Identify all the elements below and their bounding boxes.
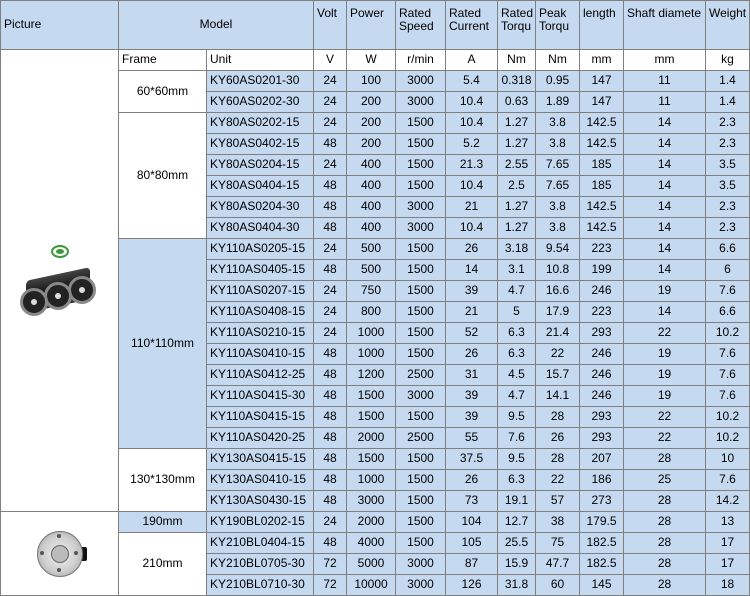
unit-speed: r/min (396, 50, 446, 71)
flange-motor-image (1, 512, 118, 595)
cell-volt: 48 (314, 407, 347, 428)
cell-peak-torque: 3.8 (536, 197, 580, 218)
cell-rated-speed: 1500 (396, 113, 446, 134)
cell-volt: 72 (314, 554, 347, 575)
cell-weight: 2.3 (706, 113, 750, 134)
cell-rated-current: 10.4 (446, 176, 498, 197)
cell-power: 1000 (347, 344, 396, 365)
unit-shaft: mm (624, 50, 706, 71)
cell-power: 1500 (347, 407, 396, 428)
cell-rated-speed: 1500 (396, 281, 446, 302)
cell-rated-current: 21 (446, 197, 498, 218)
cell-rated-torque: 4.7 (498, 386, 536, 407)
cell-shaft-diameter: 22 (624, 407, 706, 428)
cell-rated-speed: 1500 (396, 449, 446, 470)
cell-peak-torque: 28 (536, 449, 580, 470)
cell-length: 185 (580, 176, 624, 197)
cell-rated-torque: 2.5 (498, 176, 536, 197)
cell-rated-speed: 1500 (396, 155, 446, 176)
cell-rated-torque: 19.1 (498, 491, 536, 512)
cell-shaft-diameter: 19 (624, 281, 706, 302)
header-model: Model (119, 1, 314, 50)
cell-rated-speed: 1500 (396, 260, 446, 281)
cell-rated-current: 26 (446, 470, 498, 491)
cell-power: 1200 (347, 365, 396, 386)
cell-rated-speed: 1500 (396, 470, 446, 491)
cell-rated-current: 5.4 (446, 71, 498, 92)
cell-peak-torque: 15.7 (536, 365, 580, 386)
cell-power: 100 (347, 71, 396, 92)
cell-volt: 48 (314, 386, 347, 407)
cell-weight: 6.6 (706, 302, 750, 323)
cell-power: 5000 (347, 554, 396, 575)
cell-length: 142.5 (580, 218, 624, 239)
cell-power: 2000 (347, 428, 396, 449)
cell-peak-torque: 21.4 (536, 323, 580, 344)
cell-peak-torque: 17.9 (536, 302, 580, 323)
cell-shaft-diameter: 14 (624, 260, 706, 281)
cell-rated-current: 104 (446, 512, 498, 533)
cell-rated-current: 39 (446, 386, 498, 407)
cell-volt: 24 (314, 302, 347, 323)
cell-volt: 48 (314, 260, 347, 281)
cell-rated-speed: 2500 (396, 428, 446, 449)
cell-model: KY210BL0404-15 (207, 533, 314, 554)
cell-volt: 24 (314, 281, 347, 302)
cell-peak-torque: 16.6 (536, 281, 580, 302)
cell-weight: 10.2 (706, 428, 750, 449)
cell-volt: 48 (314, 134, 347, 155)
cell-weight: 2.3 (706, 218, 750, 239)
cell-rated-current: 39 (446, 281, 498, 302)
cell-rated-current: 87 (446, 554, 498, 575)
cell-shaft-diameter: 28 (624, 491, 706, 512)
cell-power: 1500 (347, 449, 396, 470)
frame-size-cell: 130*130mm (119, 449, 207, 512)
cell-rated-speed: 1500 (396, 239, 446, 260)
cell-volt: 48 (314, 218, 347, 239)
unit-unit: Unit (207, 50, 314, 71)
unit-power: W (347, 50, 396, 71)
cell-shaft-diameter: 28 (624, 575, 706, 596)
cell-rated-current: 14 (446, 260, 498, 281)
cell-shaft-diameter: 11 (624, 71, 706, 92)
header-weight: Weight (706, 1, 750, 50)
cell-rated-speed: 1500 (396, 323, 446, 344)
cell-volt: 48 (314, 428, 347, 449)
cell-shaft-diameter: 14 (624, 155, 706, 176)
cell-volt: 24 (314, 113, 347, 134)
cell-weight: 1.4 (706, 92, 750, 113)
frame-size-cell: 60*60mm (119, 71, 207, 113)
cell-power: 3000 (347, 491, 396, 512)
cell-weight: 2.3 (706, 134, 750, 155)
unit-length: mm (580, 50, 624, 71)
servo-motor-picture-cell (1, 50, 119, 512)
cell-model: KY110AS0415-30 (207, 386, 314, 407)
cell-rated-speed: 3000 (396, 197, 446, 218)
cell-peak-torque: 3.8 (536, 134, 580, 155)
cell-peak-torque: 1.89 (536, 92, 580, 113)
cell-weight: 7.6 (706, 470, 750, 491)
flange-motor-icon (31, 529, 89, 579)
cell-peak-torque: 14.1 (536, 386, 580, 407)
cell-model: KY130AS0430-15 (207, 491, 314, 512)
cell-rated-current: 10.4 (446, 92, 498, 113)
cell-model: KY110AS0412-25 (207, 365, 314, 386)
brand-logo-icon (51, 245, 69, 258)
cell-shaft-diameter: 14 (624, 176, 706, 197)
cell-rated-speed: 3000 (396, 92, 446, 113)
cell-volt: 24 (314, 71, 347, 92)
cell-weight: 6 (706, 260, 750, 281)
cell-shaft-diameter: 22 (624, 428, 706, 449)
cell-volt: 48 (314, 533, 347, 554)
flange-motor-picture-cell (1, 512, 119, 596)
header-rated-speed: Rated Speed (396, 1, 446, 50)
cell-rated-torque: 0.63 (498, 92, 536, 113)
cell-length: 179.5 (580, 512, 624, 533)
cell-length: 293 (580, 323, 624, 344)
cell-model: KY210BL0705-30 (207, 554, 314, 575)
cell-peak-torque: 57 (536, 491, 580, 512)
cell-weight: 14.2 (706, 491, 750, 512)
cell-shaft-diameter: 14 (624, 197, 706, 218)
cell-power: 10000 (347, 575, 396, 596)
cell-peak-torque: 75 (536, 533, 580, 554)
cell-peak-torque: 3.8 (536, 218, 580, 239)
cell-model: KY60AS0202-30 (207, 92, 314, 113)
cell-length: 273 (580, 491, 624, 512)
cell-rated-torque: 3.18 (498, 239, 536, 260)
cell-shaft-diameter: 14 (624, 302, 706, 323)
cell-shaft-diameter: 28 (624, 554, 706, 575)
cell-rated-torque: 6.3 (498, 344, 536, 365)
cell-rated-torque: 5 (498, 302, 536, 323)
cell-model: KY80AS0404-30 (207, 218, 314, 239)
cell-length: 293 (580, 428, 624, 449)
cell-weight: 7.6 (706, 281, 750, 302)
cell-volt: 48 (314, 176, 347, 197)
servo-motor-icon (18, 264, 102, 316)
frame-size-cell: 110*110mm (119, 239, 207, 449)
cell-rated-speed: 1500 (396, 512, 446, 533)
cell-rated-current: 21.3 (446, 155, 498, 176)
cell-length: 142.5 (580, 113, 624, 134)
cell-rated-torque: 3.1 (498, 260, 536, 281)
unit-peak-torque: Nm (536, 50, 580, 71)
cell-rated-current: 126 (446, 575, 498, 596)
cell-power: 1500 (347, 386, 396, 407)
cell-rated-current: 52 (446, 323, 498, 344)
cell-weight: 2.3 (706, 197, 750, 218)
cell-volt: 24 (314, 512, 347, 533)
cell-volt: 48 (314, 197, 347, 218)
cell-peak-torque: 7.65 (536, 176, 580, 197)
cell-model: KY110AS0405-15 (207, 260, 314, 281)
cell-model: KY80AS0204-30 (207, 197, 314, 218)
cell-rated-speed: 1500 (396, 533, 446, 554)
cell-length: 186 (580, 470, 624, 491)
cell-peak-torque: 0.95 (536, 71, 580, 92)
unit-row (1, 50, 750, 71)
cell-volt: 24 (314, 92, 347, 113)
cell-rated-torque: 1.27 (498, 113, 536, 134)
cell-shaft-diameter: 11 (624, 92, 706, 113)
cell-power: 200 (347, 134, 396, 155)
cell-length: 223 (580, 239, 624, 260)
servo-motor-image (1, 50, 118, 511)
cell-length: 223 (580, 302, 624, 323)
cell-rated-speed: 3000 (396, 575, 446, 596)
cell-volt: 48 (314, 344, 347, 365)
cell-model: KY80AS0404-15 (207, 176, 314, 197)
cell-volt: 72 (314, 575, 347, 596)
cell-shaft-diameter: 28 (624, 512, 706, 533)
cell-peak-torque: 60 (536, 575, 580, 596)
cell-peak-torque: 38 (536, 512, 580, 533)
cell-shaft-diameter: 28 (624, 449, 706, 470)
cell-length: 182.5 (580, 533, 624, 554)
cell-rated-current: 10.4 (446, 113, 498, 134)
cell-rated-speed: 3000 (396, 386, 446, 407)
cell-length: 199 (580, 260, 624, 281)
cell-rated-speed: 1500 (396, 344, 446, 365)
cell-model: KY110AS0210-15 (207, 323, 314, 344)
cell-rated-current: 105 (446, 533, 498, 554)
cell-peak-torque: 47.7 (536, 554, 580, 575)
cell-volt: 24 (314, 155, 347, 176)
cell-rated-current: 37.5 (446, 449, 498, 470)
cell-weight: 10.2 (706, 407, 750, 428)
cell-model: KY130AS0415-15 (207, 449, 314, 470)
cell-rated-torque: 12.7 (498, 512, 536, 533)
cell-length: 246 (580, 281, 624, 302)
cell-power: 500 (347, 260, 396, 281)
cell-rated-speed: 3000 (396, 554, 446, 575)
cell-power: 200 (347, 113, 396, 134)
cell-model: KY80AS0202-15 (207, 113, 314, 134)
cell-weight: 10 (706, 449, 750, 470)
unit-frame: Frame (119, 50, 207, 71)
cell-shaft-diameter: 19 (624, 365, 706, 386)
cell-rated-torque: 31.8 (498, 575, 536, 596)
cell-volt: 24 (314, 323, 347, 344)
cell-model: KY60AS0201-30 (207, 71, 314, 92)
cell-rated-torque: 4.7 (498, 281, 536, 302)
cell-power: 1000 (347, 323, 396, 344)
cell-rated-current: 39 (446, 407, 498, 428)
cell-model: KY110AS0205-15 (207, 239, 314, 260)
cell-rated-torque: 0.318 (498, 71, 536, 92)
cell-length: 246 (580, 386, 624, 407)
cell-length: 145 (580, 575, 624, 596)
cell-rated-torque: 1.27 (498, 218, 536, 239)
unit-rated-torque: Nm (498, 50, 536, 71)
cell-peak-torque: 7.65 (536, 155, 580, 176)
cell-power: 750 (347, 281, 396, 302)
cell-rated-speed: 3000 (396, 71, 446, 92)
cell-shaft-diameter: 25 (624, 470, 706, 491)
cell-power: 400 (347, 197, 396, 218)
cell-rated-speed: 3000 (396, 218, 446, 239)
cell-power: 4000 (347, 533, 396, 554)
cell-volt: 48 (314, 449, 347, 470)
cell-shaft-diameter: 19 (624, 344, 706, 365)
cell-rated-torque: 9.5 (498, 407, 536, 428)
cell-rated-current: 10.4 (446, 218, 498, 239)
cell-length: 207 (580, 449, 624, 470)
cell-rated-current: 26 (446, 344, 498, 365)
cell-volt: 48 (314, 365, 347, 386)
cell-rated-current: 31 (446, 365, 498, 386)
cell-power: 2000 (347, 512, 396, 533)
unit-weight: kg (706, 50, 750, 71)
cell-volt: 24 (314, 239, 347, 260)
header-volt: Volt (314, 1, 347, 50)
cell-model: KY110AS0410-15 (207, 344, 314, 365)
cell-rated-current: 26 (446, 239, 498, 260)
header-rated-current: Rated Current (446, 1, 498, 50)
cell-power: 500 (347, 239, 396, 260)
cell-weight: 13 (706, 512, 750, 533)
cell-power: 400 (347, 218, 396, 239)
cell-weight: 1.4 (706, 71, 750, 92)
cell-rated-torque: 4.5 (498, 365, 536, 386)
cell-volt: 48 (314, 491, 347, 512)
cell-weight: 18 (706, 575, 750, 596)
frame-size-cell: 190mm (119, 512, 207, 533)
cell-rated-current: 55 (446, 428, 498, 449)
cell-volt: 48 (314, 470, 347, 491)
cell-weight: 17 (706, 554, 750, 575)
cell-weight: 7.6 (706, 344, 750, 365)
cell-rated-torque: 6.3 (498, 323, 536, 344)
cell-weight: 7.6 (706, 365, 750, 386)
cell-peak-torque: 9.54 (536, 239, 580, 260)
cell-weight: 6.6 (706, 239, 750, 260)
cell-length: 182.5 (580, 554, 624, 575)
cell-peak-torque: 28 (536, 407, 580, 428)
cell-rated-speed: 1500 (396, 134, 446, 155)
cell-model: KY110AS0420-25 (207, 428, 314, 449)
cell-peak-torque: 26 (536, 428, 580, 449)
cell-rated-speed: 2500 (396, 365, 446, 386)
cell-rated-torque: 2.55 (498, 155, 536, 176)
cell-model: KY110AS0408-15 (207, 302, 314, 323)
cell-shaft-diameter: 28 (624, 533, 706, 554)
frame-size-cell: 210mm (119, 533, 207, 596)
cell-model: KY210BL0710-30 (207, 575, 314, 596)
cell-model: KY80AS0402-15 (207, 134, 314, 155)
cell-length: 147 (580, 71, 624, 92)
cell-power: 200 (347, 92, 396, 113)
cell-rated-current: 5.2 (446, 134, 498, 155)
cell-model: KY110AS0415-15 (207, 407, 314, 428)
cell-length: 246 (580, 344, 624, 365)
cell-rated-torque: 15.9 (498, 554, 536, 575)
cell-length: 142.5 (580, 134, 624, 155)
cell-rated-torque: 1.27 (498, 197, 536, 218)
header-row (1, 1, 750, 50)
cell-weight: 3.5 (706, 155, 750, 176)
header-shaft-diameter: Shaft diamete (624, 1, 706, 50)
cell-shaft-diameter: 14 (624, 113, 706, 134)
cell-peak-torque: 3.8 (536, 113, 580, 134)
cell-weight: 7.6 (706, 386, 750, 407)
unit-current: A (446, 50, 498, 71)
cell-rated-torque: 6.3 (498, 470, 536, 491)
cell-model: KY80AS0204-15 (207, 155, 314, 176)
cell-length: 142.5 (580, 197, 624, 218)
cell-shaft-diameter: 14 (624, 134, 706, 155)
cell-power: 1000 (347, 470, 396, 491)
header-power: Power (347, 1, 396, 50)
header-peak-torque: Peak Torqu (536, 1, 580, 50)
cell-rated-torque: 9.5 (498, 449, 536, 470)
header-picture: Picture (1, 1, 119, 50)
cell-power: 400 (347, 155, 396, 176)
cell-weight: 10.2 (706, 323, 750, 344)
cell-shaft-diameter: 14 (624, 239, 706, 260)
cell-rated-torque: 25.5 (498, 533, 536, 554)
cell-rated-speed: 1500 (396, 176, 446, 197)
header-rated-torque: Rated Torqu (498, 1, 536, 50)
header-length: length (580, 1, 624, 50)
cell-weight: 3.5 (706, 176, 750, 197)
cell-peak-torque: 22 (536, 470, 580, 491)
cell-model: KY110AS0207-15 (207, 281, 314, 302)
cell-model: KY190BL0202-15 (207, 512, 314, 533)
cell-rated-speed: 1500 (396, 302, 446, 323)
cell-shaft-diameter: 19 (624, 386, 706, 407)
cell-shaft-diameter: 14 (624, 218, 706, 239)
table-row (1, 512, 750, 533)
cell-rated-torque: 7.6 (498, 428, 536, 449)
unit-volt: V (314, 50, 347, 71)
cell-rated-speed: 1500 (396, 491, 446, 512)
cell-length: 293 (580, 407, 624, 428)
cell-length: 185 (580, 155, 624, 176)
cell-peak-torque: 10.8 (536, 260, 580, 281)
cell-power: 400 (347, 176, 396, 197)
cell-length: 246 (580, 365, 624, 386)
cell-model: KY130AS0410-15 (207, 470, 314, 491)
cell-rated-current: 21 (446, 302, 498, 323)
cell-peak-torque: 22 (536, 344, 580, 365)
cell-rated-speed: 1500 (396, 407, 446, 428)
cell-rated-current: 73 (446, 491, 498, 512)
cell-rated-torque: 1.27 (498, 134, 536, 155)
cell-weight: 17 (706, 533, 750, 554)
frame-size-cell: 80*80mm (119, 113, 207, 239)
cell-power: 800 (347, 302, 396, 323)
cell-shaft-diameter: 22 (624, 323, 706, 344)
cell-length: 147 (580, 92, 624, 113)
